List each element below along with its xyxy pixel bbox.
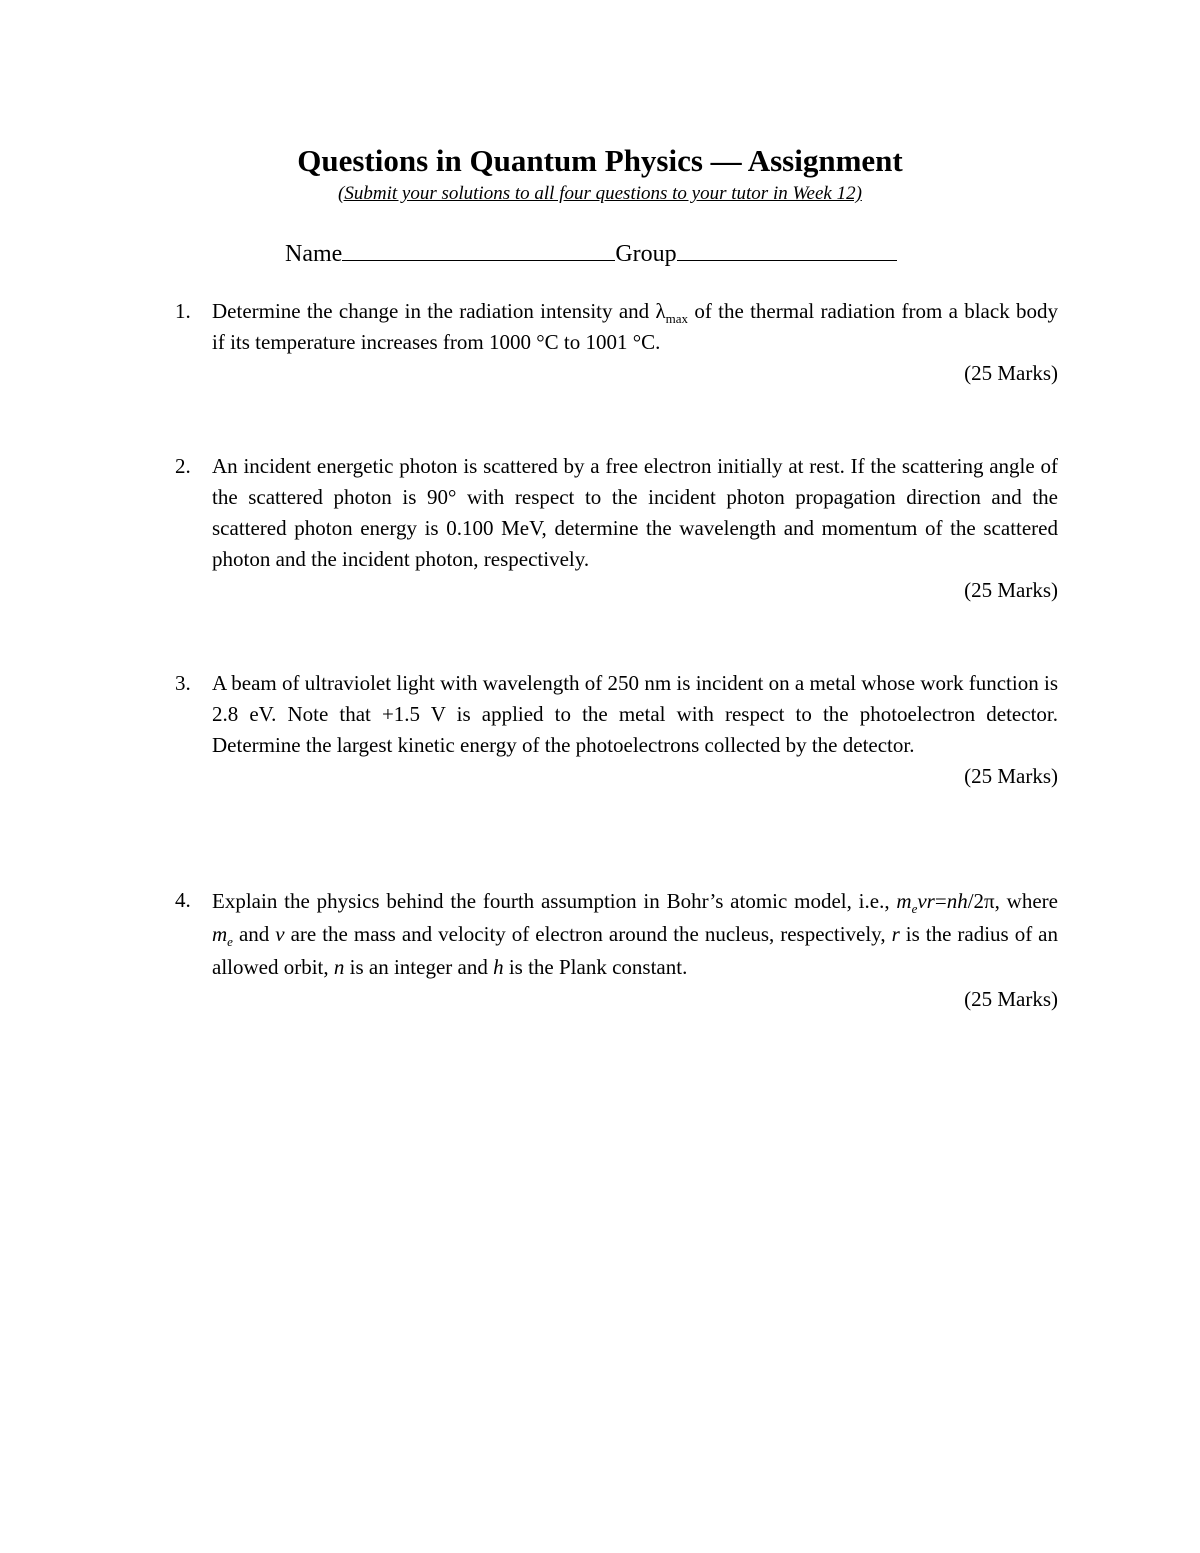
question-text: An incident energetic photon is scattered by a free electron initially at rest. If the scattering angle of the scattered photon is 90° with respect to the incident photon propagation direction and the scattered photon energy is 0.100 MeV, determine the wavelength and momentum of the scattered photon and the incident photon, respectively. [212,454,1058,571]
page-title: Questions in Quantum Physics — Assignment [297,143,903,178]
question-text: Determine the change in the radiation intensity and $\lambda_{max}$ of the thermal radiation from a black body if its temperature increases from 1000 °C to 1001 °C. [212,299,1058,354]
group-field[interactable] [677,238,897,261]
question-number: 1. [175,299,191,323]
name-label: Name [285,241,343,267]
question-number: 2. [175,454,191,478]
question-2 [175,451,1058,606]
question-number: 4. [175,888,191,912]
question-text: A beam of ultraviolet light with wavelength of 250 nm is incident on a metal whose work function is 2.8 eV. Note that +1.5 V is applied to the metal with respect to the photoelectron detector. Determine the largest kinetic energy of the photoelectrons collected by the detector. [212,671,1058,757]
page-subtitle: (Submit your solutions to all four questions to your tutor in Week 12) [338,183,862,204]
question-3 [175,668,1058,792]
question-text: Explain the physics behind the fourth assumption in Bohr’s atomic model, i.e., $m_evr=nh/2\pi$, where $m_e$ and v are the mass and velocity of electron around the nucleus, respectively, r is the radius of an allowed orbit, n is an integer and h is the Plank constant. [212,889,1058,979]
question-marks: (25 Marks) [964,578,1058,602]
question-marks: (25 Marks) [964,764,1058,788]
question-marks: (25 Marks) [964,361,1058,385]
name-group-row [285,238,897,270]
name-field[interactable] [342,238,615,261]
question-4 [175,885,1058,1015]
group-label: Group [615,241,677,267]
question-marks: (25 Marks) [964,987,1058,1011]
question-number: 3. [175,671,191,695]
question-1 [175,296,1058,389]
